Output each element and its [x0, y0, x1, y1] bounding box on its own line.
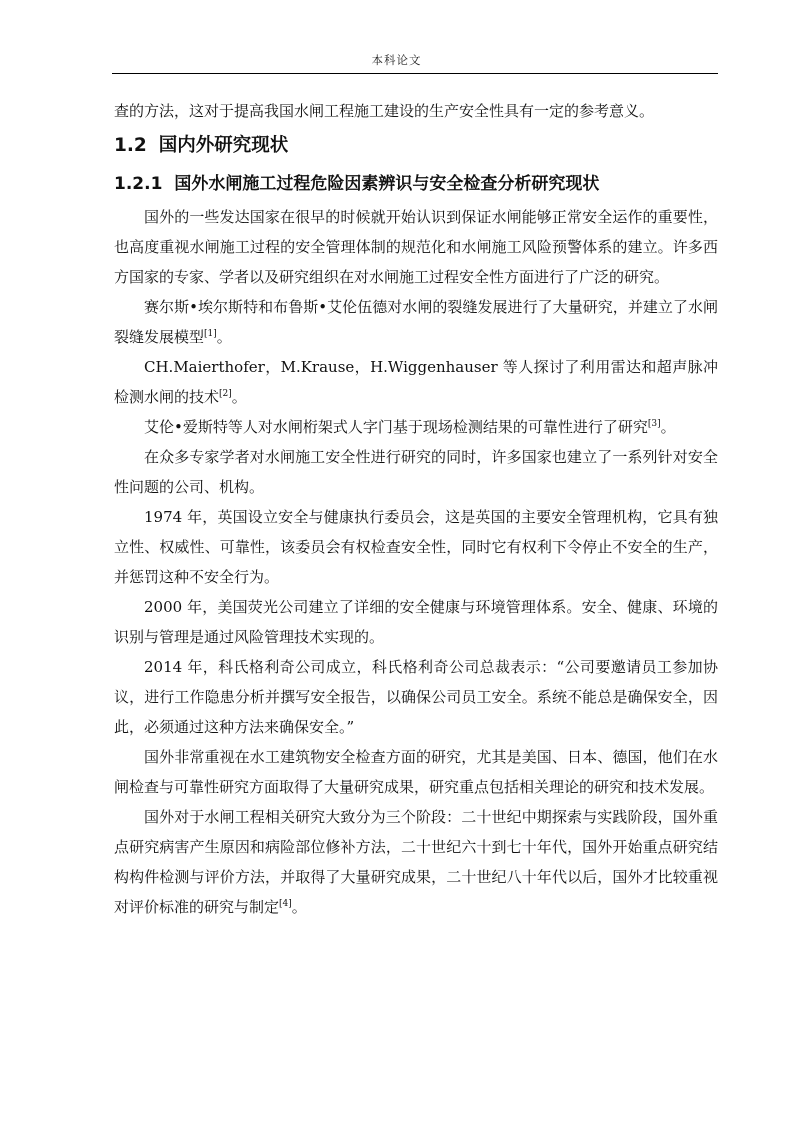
paragraph-text: 赛尔斯•埃尔斯特和布鲁斯•艾伦伍德对水闸的裂缝发展进行了大量研究，并建立了水闸裂缝发展模型: [114, 298, 718, 346]
subsection-number: 1.2.1: [114, 174, 163, 194]
paragraph-tail: 。: [231, 388, 247, 406]
paragraph-with-citation: [114, 292, 718, 352]
running-header: 本科论文: [371, 53, 422, 67]
citation-ref: [1]: [204, 329, 217, 339]
paragraph-text: CH.Maierthofer，M.Krause，H.Wiggenhauser 等人探讨了利用雷达和超声脉冲检测水闸的技术: [114, 358, 718, 406]
paragraph: 2000 年，美国荧光公司建立了详细的安全健康与环境管理体系。安全、健康、环境的识别与管理是通过风险管理技术实现的。: [114, 598, 718, 646]
citation-ref: [2]: [219, 389, 232, 399]
paragraph: 在众多专家学者对水闸施工安全性进行研究的同时，许多国家也建立了一系列针对安全性问题的公司、机构。: [114, 448, 718, 496]
paragraph-text: 艾伦•爱斯特等人对水闸桁架式人字门基于现场检测结果的可靠性进行了研究: [144, 418, 648, 436]
paragraph: 2014 年，科氏格利奇公司成立，科氏格利奇公司总裁表示：“公司要邀请员工参加协议，进行工作隐患分析并撰写安全报告，以确保公司员工安全。系统不能总是确保安全，因此，必须通过这种方法来确保安全。”: [114, 658, 718, 736]
subsection-title: 国外水闸施工过程危险因素辨识与安全检查分析研究现状: [174, 174, 600, 194]
paragraph: 国外的一些发达国家在很早的时候就开始认识到保证水闸能够正常安全运作的重要性，也高度重视水闸施工过程的安全管理体制的规范化和水闸施工风险预警体系的建立。许多西方国家的专家、学者以及研究组织在对水闸施工过程安全性方面进行了广泛的研究。: [114, 208, 718, 286]
section-number: 1.2: [114, 135, 147, 156]
paragraph-tail: 。: [291, 898, 307, 916]
paragraph-tail: 。: [216, 328, 232, 346]
paragraph-continued: 查的方法，这对于提高我国水闸工程施工建设的生产安全性具有一定的参考意义。: [114, 102, 655, 120]
subsection-heading: [114, 166, 718, 202]
section-heading: [114, 126, 718, 166]
paragraph-with-citation: [114, 802, 718, 922]
paragraph-text: 国外对于水闸工程相关研究大致分为三个阶段：二十世纪中期探索与实践阶段，国外重点研究病害产生原因和病险部位修补方法，二十世纪六十到七十年代，国外开始重点研究结构构件检测与评价方法，并取得了大量研究成果，二十世纪八十年代以后，国外才比较重视对评价标准的研究与制定: [114, 808, 718, 916]
paragraph: 1974 年，英国设立安全与健康执行委员会，这是英国的主要安全管理机构，它具有独立性、权威性、可靠性，该委员会有权检查安全性，同时它有权利下令停止不安全的生产，并惩罚这种不安全行为。: [114, 508, 718, 586]
paragraph-with-citation: [114, 412, 718, 442]
paragraph-tail: 。: [660, 418, 676, 436]
citation-ref: [3]: [647, 419, 661, 429]
paragraph-with-citation: [114, 352, 718, 412]
page-content: [114, 96, 718, 922]
header-rule: [112, 73, 718, 74]
citation-ref: [4]: [279, 899, 292, 909]
section-title: 国内外研究现状: [158, 135, 289, 156]
paragraph: 国外非常重视在水工建筑物安全检查方面的研究，尤其是美国、日本、德国，他们在水闸检查与可靠性研究方面取得了大量研究成果，研究重点包括相关理论的研究和技术发展。: [114, 748, 718, 796]
